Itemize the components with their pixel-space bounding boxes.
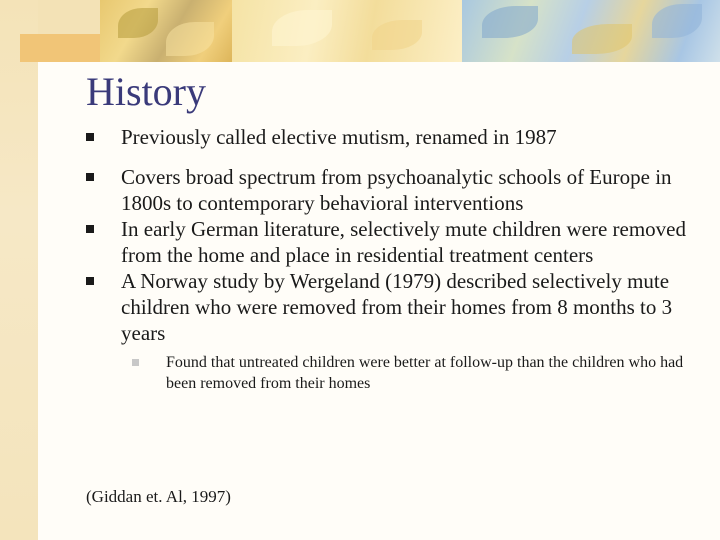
bullet-list xyxy=(86,124,696,394)
decorative-leaf-image-3 xyxy=(462,0,720,62)
bullet-item xyxy=(86,164,696,216)
slide-title: History xyxy=(86,69,206,114)
bullet-item xyxy=(86,268,696,394)
square-bullet-icon xyxy=(86,133,94,141)
bullet-text: In early German literature, selectively mute children were removed from the home and place in residential treatment centers xyxy=(121,217,686,267)
square-bullet-icon xyxy=(86,173,94,181)
bullet-text: Covers broad spectrum from psychoanalytic schools of Europe in 1800s to contemporary behavioral interventions xyxy=(121,165,672,215)
sub-bullet-list xyxy=(121,352,696,394)
decorative-leaf-image-2 xyxy=(232,0,462,62)
square-sub-bullet-icon xyxy=(132,359,139,366)
bullet-item xyxy=(86,216,696,268)
bullet-text: Previously called elective mutism, renamed in 1987 xyxy=(121,125,557,149)
sub-bullet-text: Found that untreated children were better at follow-up than the children who had been removed from their homes xyxy=(166,354,684,392)
square-bullet-icon xyxy=(86,277,94,285)
sub-bullet-item xyxy=(121,352,696,394)
decorative-orange-strip xyxy=(20,34,100,62)
decorative-leaf-image-1 xyxy=(100,0,232,62)
square-bullet-icon xyxy=(86,225,94,233)
bullet-item xyxy=(86,124,696,150)
citation: (Giddan et. Al, 1997) xyxy=(86,487,231,506)
decorative-left-band xyxy=(0,0,38,540)
bullet-text: A Norway study by Wergeland (1979) described selectively mute children who were removed from their homes from 8 months to 3 years xyxy=(121,269,673,345)
